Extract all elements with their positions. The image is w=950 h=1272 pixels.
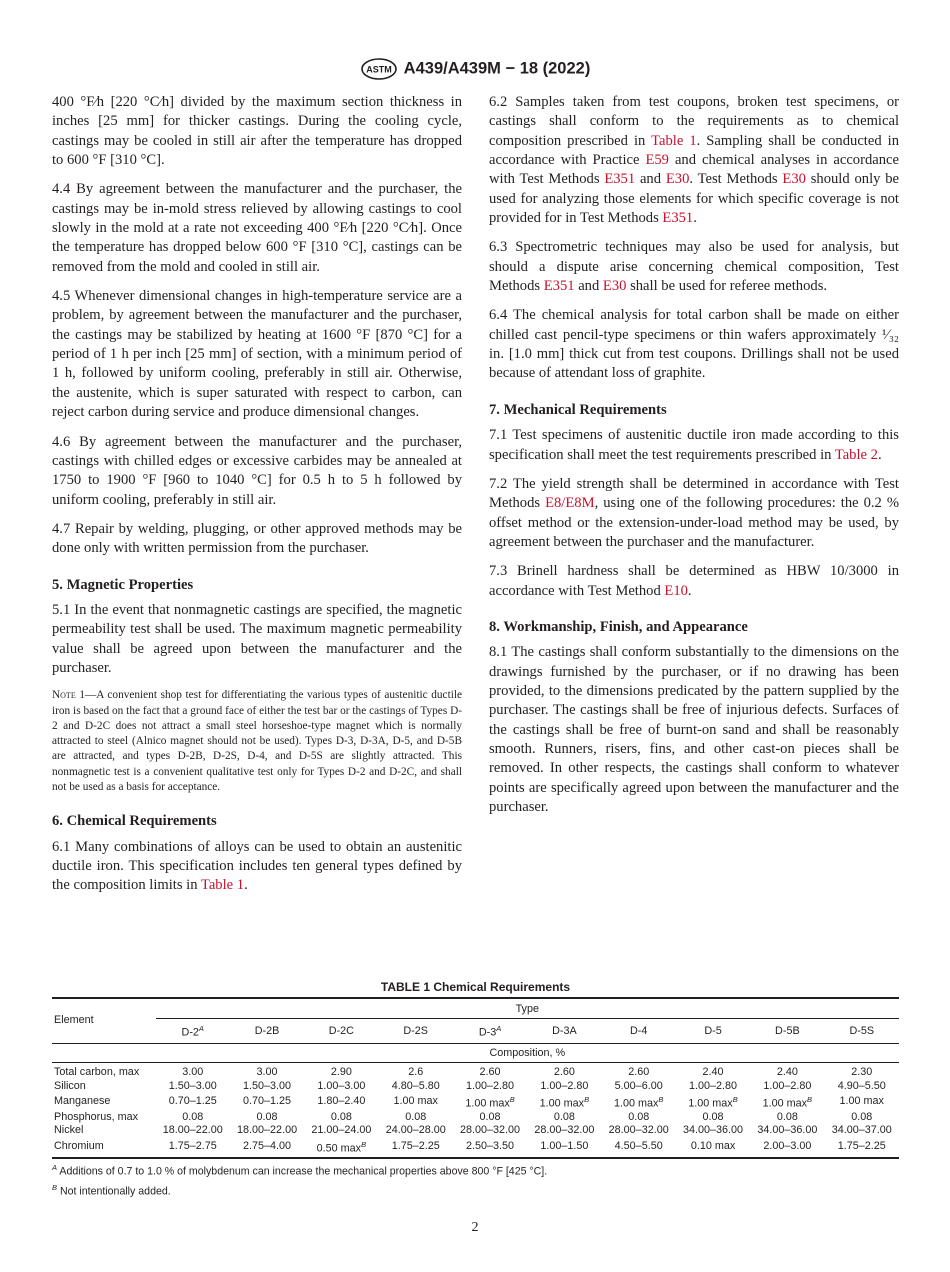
cell-value: 1.80–2.40 xyxy=(317,1095,366,1108)
table-cell xyxy=(304,1080,378,1093)
table-cell xyxy=(230,1138,304,1159)
reference-link[interactable]: E8/E8M xyxy=(545,495,595,512)
footnote-mark: B xyxy=(361,1139,367,1149)
table-cell xyxy=(453,1063,527,1080)
table-cell xyxy=(602,1080,676,1093)
text-run: 4.4 By agreement between the manufacturer and the purchaser, the castings may be in-mold stress relieved by allowing castings to cool slowly in the mold at a rate not exceeding 400 °F⁄h [220 °C⁄h]. Once the temperature has dropped below 600 °F [310 °C], castings can be removed from the mold and cooled in still air. xyxy=(52,181,462,275)
cell-value: 1.00–2.80 xyxy=(466,1079,515,1092)
table-cell xyxy=(304,1138,378,1159)
footnote-mark: A xyxy=(496,1024,502,1034)
type-column-header xyxy=(304,1019,378,1044)
table-cell xyxy=(676,1080,750,1093)
cell-value: 2.60 xyxy=(479,1066,501,1079)
cell-value: 18.00–22.00 xyxy=(162,1124,223,1137)
text-run: . xyxy=(877,446,882,463)
text-run: and xyxy=(574,278,603,295)
table-cell xyxy=(453,1138,527,1159)
cell-value: D-2C xyxy=(328,1024,354,1037)
type-column-header xyxy=(379,1019,453,1044)
cell-value: D-5 xyxy=(704,1024,722,1037)
table-cell xyxy=(750,1080,824,1093)
footnote-text: Additions of 0.7 to 1.0 % of molybdenum can increase the mechanical properties above 800 °F [425 °C]. xyxy=(57,1165,548,1178)
cell-value: 28.00–32.00 xyxy=(534,1124,595,1137)
text-run: shall be used for referee methods. xyxy=(626,278,828,295)
table-cell xyxy=(602,1124,676,1137)
cell-value: 28.00–32.00 xyxy=(460,1124,521,1137)
cell-value: D-3A xyxy=(552,1024,577,1037)
cell-value: D-5B xyxy=(775,1024,800,1037)
table-cell xyxy=(527,1063,601,1080)
table-cell xyxy=(230,1124,304,1137)
text-run: 4.5 Whenever dimensional changes in high-temperature service are a problem, by agreement between the manufacturer and the purchaser, the castings may be stabilized by heating at 1600 °F [870 °C] for a period of 1 h per inch [25 mm] of section, with a minimum period of 1 h, followed by uniform cooling, preferably in still air. Otherwise, the austenite, which is super saturated with respect to carbon, can reject carbon during service and produce dimensional changes. xyxy=(52,288,462,421)
cell-value: 2.40 xyxy=(702,1066,724,1079)
cell-value: 1.75–2.25 xyxy=(391,1139,440,1152)
page-number: 2 xyxy=(471,1220,479,1235)
reference-link[interactable]: E30 xyxy=(602,278,627,295)
footnote xyxy=(52,1161,899,1179)
text-run: 4.7 Repair by welding, plugging, or other approved methods may be done only with written permission from the purchaser. xyxy=(52,520,462,557)
table-cell xyxy=(379,1138,453,1159)
cell-value: 34.00–36.00 xyxy=(683,1124,744,1137)
cell-value: 28.00–32.00 xyxy=(608,1124,669,1137)
footnote-mark: B xyxy=(658,1095,664,1105)
cell-value: 24.00–28.00 xyxy=(385,1124,446,1137)
reference-link[interactable]: E351 xyxy=(662,210,694,227)
cell-value: 3.00 xyxy=(182,1066,204,1079)
paragraph xyxy=(489,426,899,465)
text-run: and chemical analyses in accordance with Test Methods xyxy=(489,152,899,188)
table-cell xyxy=(750,1111,824,1124)
type-column-header xyxy=(825,1019,899,1044)
type-column-header xyxy=(527,1019,601,1044)
table-cell xyxy=(825,1063,899,1080)
text-run: . xyxy=(693,210,697,227)
right-column xyxy=(489,93,899,827)
cell-value: 34.00–37.00 xyxy=(831,1124,892,1137)
cell-value: 5.00–6.00 xyxy=(614,1079,663,1092)
table-cell xyxy=(230,1063,304,1080)
text-run: 7.1 Test specimens of austenitic ductile iron made according to this specification shall meet the test requirements prescribed in xyxy=(489,427,899,463)
table-cell xyxy=(825,1138,899,1159)
paragraph xyxy=(489,643,899,817)
table-cell xyxy=(156,1138,230,1159)
table-cell xyxy=(676,1111,750,1124)
text-run: 8.1 The castings shall conform substantially to the dimensions on the drawings furnished by the purchaser, or if no drawing has been provided, to the dimensions predicated by the pattern supplied by the purchaser. The castings shall be free of injurious defects. Surfaces of the castings shall be free of burnt-on sand and shall be reasonably smooth. Runners, risers, fins, and other cast-on pieces shall be removed. In other respects, the castings shall conform to whatever points are specifically agreed upon between the manufacturer and the purchaser. xyxy=(489,644,899,815)
cell-value: 18.00–22.00 xyxy=(237,1124,298,1137)
table-cell xyxy=(156,1124,230,1137)
cell-value: 0.08 xyxy=(479,1110,501,1123)
type-column-header xyxy=(602,1019,676,1044)
text-run: —A convenient shop test for differentiating the various types of austenitic ductile iron is based on the fact that a ground face of either the test bar or the castings of Types D-2 and D-2C does not attract a small steel horseshoe-type magnet which is normally attracted to steel (Alnico magnet should not be used). Types D-3, D-3A, D-5, and D-5B are attracted, and types D-2B, D-2S, D-4, and D-5S are slightly attracted. This nonmagnetic test is a convenient qualitative test only for Types D-2 and D-2C, and shall not be used as a basis for acceptance. xyxy=(52,689,462,794)
paragraph xyxy=(52,520,462,559)
table-row xyxy=(52,1063,899,1080)
cell-value: 1.50–3.00 xyxy=(243,1079,292,1092)
table-cell xyxy=(230,1080,304,1093)
table-cell xyxy=(156,1063,230,1080)
cell-value: 0.08 xyxy=(776,1110,798,1123)
element-name: Nickel xyxy=(54,1124,84,1137)
table-footnotes xyxy=(52,1161,899,1199)
type-column-header xyxy=(750,1019,824,1044)
footnote xyxy=(52,1181,899,1199)
table-cell xyxy=(453,1080,527,1093)
cell-value: 2.00–3.00 xyxy=(763,1139,812,1152)
paragraph xyxy=(52,287,462,422)
table-cell xyxy=(750,1093,824,1111)
footnote-mark: B xyxy=(52,1183,58,1193)
cell-value: 2.40 xyxy=(776,1066,798,1079)
text-run: 6.2 Samples taken from test coupons, broken test specimens, or castings shall conform to the requirements as to chemical composition prescribed in xyxy=(489,94,899,149)
table-cell xyxy=(750,1138,824,1159)
table-cell xyxy=(527,1138,601,1159)
section-heading xyxy=(52,812,462,831)
paragraph xyxy=(489,238,899,296)
cell-value: 0.50 max xyxy=(316,1142,362,1155)
type-column-header xyxy=(676,1019,750,1044)
cell-value: D-2B xyxy=(254,1024,280,1037)
cell-value: 2.50–3.50 xyxy=(466,1139,515,1152)
element-name: Silicon xyxy=(54,1079,86,1092)
text-run: should only be used for analyzing those elements for which specific coverage is not provided for in Test Methods xyxy=(489,171,900,227)
element-name: Phosphorus, max xyxy=(54,1110,139,1123)
reference-link[interactable]: E351 xyxy=(543,278,575,295)
cell-value: 1.00 max xyxy=(839,1095,884,1108)
text-run: Note 1 xyxy=(52,689,85,702)
text-run: 6.3 Spectrometric techniques may also be used for analysis, but should a dispute arise concerning chemical composition, Test Methods xyxy=(489,239,899,295)
cell-value: 34.00–36.00 xyxy=(757,1124,818,1137)
paragraph xyxy=(52,180,462,277)
reference-link[interactable]: E59 xyxy=(645,152,669,169)
table-row xyxy=(52,1124,899,1137)
reference-link[interactable]: Table 1 xyxy=(200,877,245,894)
reference-link[interactable]: E351 xyxy=(604,171,636,188)
cell-value: 2.30 xyxy=(851,1066,873,1079)
cell-value: 1.00 max xyxy=(613,1097,659,1110)
table-cell xyxy=(453,1093,527,1111)
text-run: and xyxy=(635,171,666,188)
table-cell xyxy=(676,1138,750,1159)
astm-logo-icon xyxy=(360,58,398,80)
composition-header: Composition, % xyxy=(156,1044,899,1063)
cell-value: 2.60 xyxy=(553,1066,575,1079)
table-cell xyxy=(527,1080,601,1093)
table-cell xyxy=(453,1111,527,1124)
cell-value: D-2S xyxy=(403,1024,429,1037)
text-run: 7.3 Brinell hardness shall be determined as HBW 10/3000 in accordance with Test Method xyxy=(489,563,899,599)
cell-value: 1.00–2.80 xyxy=(689,1079,738,1092)
text-run: 7.2 The yield strength shall be determined in accordance with Test Methods xyxy=(489,475,899,512)
paragraph xyxy=(52,433,462,510)
table-cell xyxy=(304,1093,378,1111)
table-cell xyxy=(825,1124,899,1137)
type-column-header xyxy=(156,1019,230,1044)
cell-value: 0.08 xyxy=(256,1110,278,1123)
section-heading xyxy=(489,618,899,637)
text-run: 8. Workmanship, Finish, and Appearance xyxy=(489,618,748,635)
table-caption: TABLE 1 Chemical Requirements xyxy=(380,980,571,994)
footnote-text: Not intentionally added. xyxy=(57,1186,171,1199)
document-designation: A439/A439M − 18 (2022) xyxy=(403,59,591,78)
footnote-mark: B xyxy=(584,1095,590,1105)
table-cell xyxy=(527,1111,601,1124)
note xyxy=(52,688,462,795)
cell-value: 4.80–5.80 xyxy=(391,1079,440,1092)
text-run: 7. Mechanical Requirements xyxy=(489,401,667,418)
table-row xyxy=(52,1111,899,1124)
svg-text:ASTM: ASTM xyxy=(365,64,392,75)
text-run: 400 °F⁄h [220 °C⁄h] divided by the maximum section thickness in inches [25 mm] for thicker castings. During the cooling cycle, castings may be cooled in still air after the temperature has dropped to 600 °F [310 °C]. xyxy=(52,94,462,169)
section-heading xyxy=(489,401,899,420)
type-header: Type xyxy=(156,998,899,1019)
chemical-requirements-table xyxy=(52,997,899,1159)
element-name: Manganese xyxy=(54,1095,111,1108)
reference-link[interactable]: E30 xyxy=(782,171,806,188)
cell-value: 0.08 xyxy=(702,1110,724,1123)
cell-value: 1.00 max xyxy=(393,1095,438,1108)
cell-value: 1.00–1.50 xyxy=(540,1139,589,1152)
table-cell xyxy=(156,1111,230,1124)
element-name: Total carbon, max xyxy=(54,1066,140,1079)
table-cell xyxy=(230,1093,304,1111)
table-cell xyxy=(602,1138,676,1159)
table-cell xyxy=(379,1111,453,1124)
footnote-mark: B xyxy=(807,1095,813,1105)
cell-value: 2.75–4.00 xyxy=(243,1139,292,1152)
element-name: Chromium xyxy=(52,1138,156,1159)
cell-value: 0.08 xyxy=(405,1110,427,1123)
text-run: . xyxy=(244,877,248,894)
table-cell xyxy=(825,1093,899,1111)
text-run: 5.1 In the event that nonmagnetic castings are specified, the magnetic permeability test shall be used. The maximum magnetic permeability value shall be agreed upon between the manufacturer and the purchaser. xyxy=(52,601,462,676)
cell-value: 1.75–2.75 xyxy=(168,1139,217,1152)
cell-value: 0.70–1.25 xyxy=(168,1095,217,1108)
text-run: . Test Methods xyxy=(689,171,783,188)
table-cell xyxy=(304,1111,378,1124)
cell-value: 1.00 max xyxy=(762,1097,808,1110)
text-run: , using one of the following procedures: the 0.2 % offset method or the extension-under-load method may be used, by agreement between the purchaser and the manufacturer. xyxy=(489,495,899,550)
text-run: . xyxy=(687,582,692,599)
table-cell xyxy=(750,1063,824,1080)
document-header xyxy=(0,58,950,80)
text-run: 5. Magnetic Properties xyxy=(52,576,194,593)
table-cell xyxy=(527,1093,601,1111)
paragraph xyxy=(489,306,899,383)
reference-link[interactable]: E30 xyxy=(665,171,690,188)
table-cell xyxy=(379,1080,453,1093)
table-cell xyxy=(676,1093,750,1111)
footnote-mark: B xyxy=(732,1095,738,1105)
reference-link[interactable]: E10 xyxy=(664,582,688,599)
table-cell xyxy=(676,1063,750,1080)
cell-value: 0.70–1.25 xyxy=(243,1095,292,1108)
footnote-mark: A xyxy=(198,1024,204,1034)
text-run: 4.6 By agreement between the manufacturer and the purchaser, castings with chilled edges or excessive carbides may be annealed at 1750 to 1900 °F [960 to 1040 °C] for 0.5 h to 5 h followed by uniform cooling, preferably in still air. xyxy=(52,433,462,508)
cell-value: 1.00 max xyxy=(465,1097,510,1110)
cell-value: 1.00–2.80 xyxy=(763,1079,812,1092)
table-cell xyxy=(156,1093,230,1111)
cell-value: 21.00–24.00 xyxy=(311,1124,372,1137)
table-row xyxy=(52,1080,899,1093)
section-heading xyxy=(52,576,462,595)
text-run: . Sampling shall be conducted in accordance with Practice xyxy=(489,132,899,169)
table-cell xyxy=(825,1111,899,1124)
cell-value: 1.00–3.00 xyxy=(317,1079,366,1092)
cell-value: 4.90–5.50 xyxy=(837,1079,886,1092)
cell-value: 1.50–3.00 xyxy=(168,1079,217,1092)
footnote-mark: B xyxy=(509,1095,515,1105)
table-cell xyxy=(379,1093,453,1111)
table-row xyxy=(52,1093,899,1111)
cell-value: D-3 xyxy=(478,1026,497,1039)
paragraph xyxy=(52,838,462,896)
text-run: 6. Chemical Requirements xyxy=(52,813,217,830)
cell-value: 1.00–2.80 xyxy=(540,1079,589,1092)
table-cell xyxy=(602,1093,676,1111)
cell-value: 4.50–5.50 xyxy=(614,1139,663,1152)
type-column-header xyxy=(453,1019,527,1044)
table-cell xyxy=(527,1124,601,1137)
table-cell xyxy=(379,1063,453,1080)
text-run: 6.1 Many combinations of alloys can be used to obtain an austenitic ductile iron. This specification includes ten general types defined by the composition limits in xyxy=(52,838,462,894)
paragraph xyxy=(52,601,462,678)
cell-value: 2.90 xyxy=(330,1066,352,1079)
cell-value: 0.08 xyxy=(182,1110,204,1123)
paragraph xyxy=(52,93,462,170)
left-column xyxy=(52,93,462,906)
cell-value: 0.08 xyxy=(330,1110,352,1123)
paragraph xyxy=(489,562,899,601)
cell-value: 1.75–2.25 xyxy=(837,1139,886,1152)
table-cell xyxy=(230,1111,304,1124)
type-column-header xyxy=(230,1019,304,1044)
table-cell xyxy=(304,1124,378,1137)
footnote-mark: A xyxy=(52,1163,58,1173)
cell-value: D-2 xyxy=(181,1026,199,1039)
table-1 xyxy=(52,980,899,1200)
cell-value: D-5S xyxy=(849,1024,875,1037)
table-row xyxy=(52,1138,899,1159)
cell-value: 2.6 xyxy=(408,1066,424,1079)
paragraph xyxy=(489,93,899,228)
cell-value: 0.08 xyxy=(851,1110,873,1123)
reference-link[interactable]: Table 2 xyxy=(834,446,878,463)
cell-value: 2.60 xyxy=(628,1066,650,1079)
table-cell xyxy=(676,1124,750,1137)
table-cell xyxy=(304,1063,378,1080)
table-cell xyxy=(750,1124,824,1137)
cell-value: 0.10 max xyxy=(690,1139,736,1152)
paragraph xyxy=(489,475,899,552)
table-cell xyxy=(453,1124,527,1137)
table-cell xyxy=(379,1124,453,1137)
cell-value: 1.00 max xyxy=(539,1097,585,1110)
table-cell xyxy=(156,1080,230,1093)
table-cell xyxy=(602,1111,676,1124)
cell-value: D-4 xyxy=(629,1024,648,1037)
cell-value: 1.00 max xyxy=(688,1097,733,1110)
cell-value: 0.08 xyxy=(553,1110,575,1123)
cell-value: 0.08 xyxy=(628,1110,650,1123)
table-cell xyxy=(825,1080,899,1093)
reference-link[interactable]: Table 1 xyxy=(651,132,697,149)
table-cell xyxy=(602,1063,676,1080)
text-run: 6.4 The chemical analysis for total carbon shall be made on either chilled cast pencil-type specimens or thin wafers approximately ¹⁄₃₂ in. [1.0 mm] thick cut from test coupons. Drillings shall not be used because of attendant loss of graphite. xyxy=(489,307,899,382)
cell-value: 3.00 xyxy=(256,1066,278,1079)
element-header: Element xyxy=(52,998,156,1044)
